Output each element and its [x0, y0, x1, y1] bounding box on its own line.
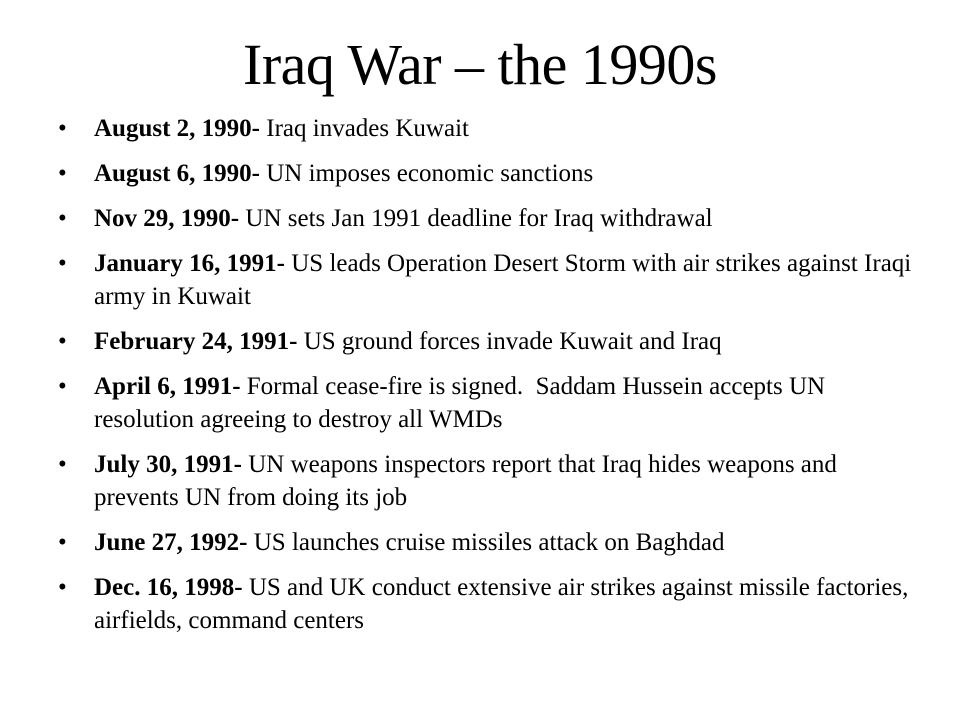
- list-item: [58, 325, 918, 358]
- event-text: US launches cruise missiles attack on Baghdad: [247, 529, 725, 556]
- event-date: Nov 29, 1990-: [94, 205, 240, 232]
- event-text: US and UK conduct extensive air strikes against missile factories, airfields, command centers: [94, 574, 909, 634]
- event-date: April 6, 1991-: [94, 373, 241, 400]
- list-item: [58, 112, 918, 145]
- event-text: US ground forces invade Kuwait and Iraq: [297, 328, 722, 355]
- event-date: Dec. 16, 1998-: [94, 574, 243, 601]
- bullet-icon: •: [58, 529, 67, 556]
- event-text: UN sets Jan 1991 deadline for Iraq withdrawal: [239, 205, 713, 232]
- list-item: [58, 370, 918, 436]
- list-item: [58, 448, 918, 514]
- event-text: UN weapons inspectors report that Iraq hides weapons and prevents UN from doing its job: [94, 451, 837, 511]
- event-list: [58, 112, 918, 649]
- event-date: February 24, 1991-: [94, 328, 298, 355]
- event-date: August 6, 1990-: [94, 160, 260, 187]
- bullet-icon: •: [58, 373, 67, 400]
- bullet-icon: •: [58, 205, 67, 232]
- bullet-icon: •: [58, 250, 67, 277]
- event-text: UN imposes economic sanctions: [260, 160, 594, 187]
- bullet-icon: •: [58, 160, 67, 187]
- event-text: US leads Operation Desert Storm with air strikes against Iraqi army in Kuwait: [94, 250, 912, 310]
- event-date: July 30, 1991-: [94, 451, 242, 478]
- bullet-icon: •: [58, 451, 67, 478]
- event-text: Iraq invades Kuwait: [260, 115, 469, 142]
- bullet-icon: •: [58, 328, 67, 355]
- slide-title: Iraq War – the 1990s: [243, 32, 717, 97]
- list-item: [58, 157, 918, 190]
- list-item: [58, 526, 918, 559]
- list-item: [58, 247, 918, 313]
- list-item: [58, 571, 918, 637]
- event-date: January 16, 1991-: [94, 250, 285, 277]
- event-date: June 27, 1992-: [94, 529, 248, 556]
- list-item: [58, 202, 918, 235]
- bullet-icon: •: [58, 115, 67, 142]
- bullet-icon: •: [58, 574, 67, 601]
- event-text: Formal cease-fire is signed. Saddam Hussein accepts UN resolution agreeing to destroy all WMDs: [94, 373, 832, 433]
- event-date: August 2, 1990-: [94, 115, 260, 142]
